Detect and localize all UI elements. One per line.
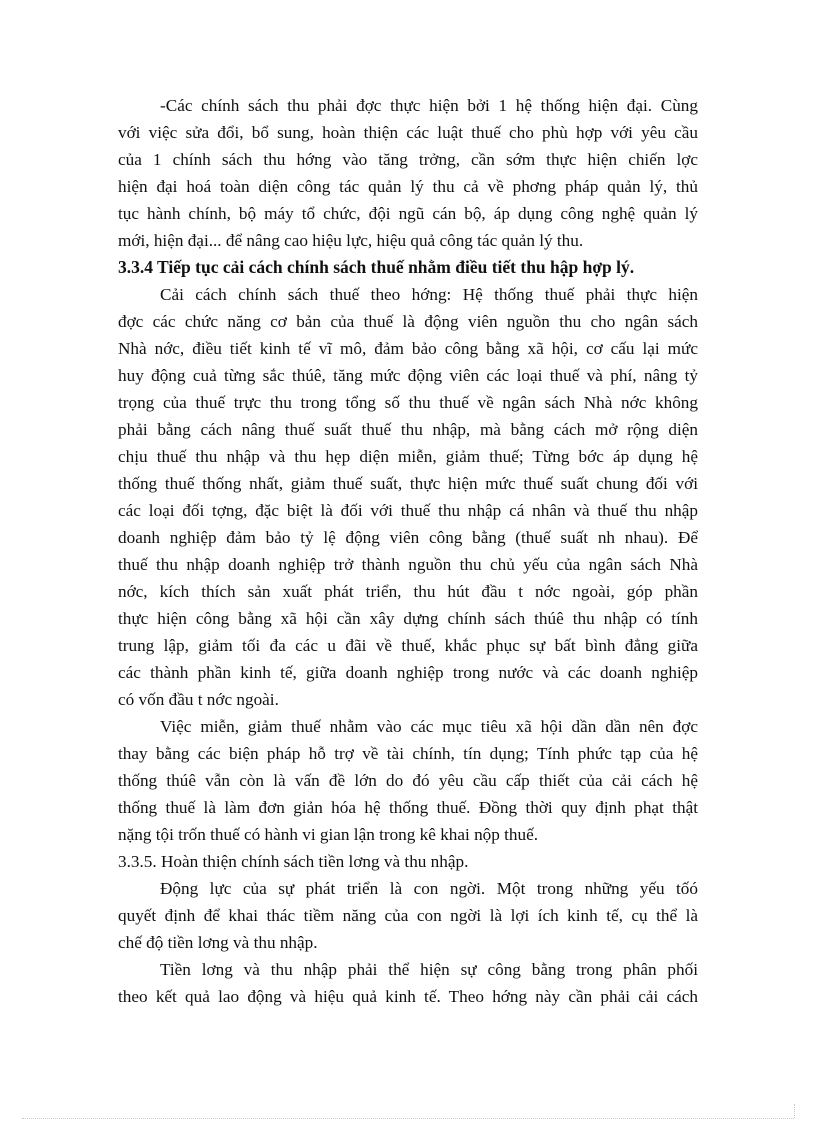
page-corner-mark — [794, 1104, 795, 1118]
paragraph-line: thay bằng các biện pháp hỗ trợ về tài chính, tín dụng; Tính phức tạp của hệ — [118, 744, 698, 763]
paragraph-line: nớc, kích thích sản xuất phát triển, thu hút đầu t nớc ngoài, góp phần — [118, 582, 698, 601]
document-body — [118, 92, 698, 1010]
paragraph-line: phải bằng cách nâng thuế suất thuế thu nhập, mà bằng cách mở rộng diện — [118, 420, 698, 439]
paragraph-line: các thành phần kinh tế, giữa doanh nghiệp trong nước và các doanh nghiệp — [118, 663, 698, 682]
paragraph-line: của 1 chính sách thu hớng vào tăng trởng, cần sớm thực hiện chiến lợc — [118, 150, 698, 169]
paragraph-line: chế độ tiền lơng và thu nhập. — [118, 933, 318, 952]
paragraph-line: có vốn đầu t nớc ngoài. — [118, 690, 279, 709]
paragraph-line: Tiền lơng và thu nhập phải thể hiện sự công bằng trong phân phối — [160, 960, 698, 979]
paragraph-line: Nhà nớc, điều tiết kinh tế vĩ mô, đảm bảo công bằng xã hội, cơ cấu lại mức — [118, 339, 698, 358]
paragraph-line: đợc các chức năng cơ bản của thuế là động viên nguồn thu cho ngân sách — [118, 312, 698, 331]
paragraph-line: quyết định để khai thác tiềm năng của con ngời là lợi ích kinh tế, cụ thể là — [118, 906, 698, 925]
section-heading: 3.3.4 Tiếp tục cải cách chính sách thuế nhằm điều tiết thu hập hợp lý. — [118, 257, 635, 277]
paragraph-line: thống thúê vẫn còn là vấn đề lớn do đó yêu cầu cấp thiết của cải cách hệ — [118, 771, 698, 790]
paragraph-line: thực hiện công bằng xã hội cần xây dựng chính sách thúê thu nhập có tính — [118, 609, 698, 628]
paragraph-line: 3.3.5. Hoàn thiện chính sách tiền lơng và thu nhập. — [118, 852, 469, 871]
paragraph-line: thống thuế thống nhất, giảm thuế suất, thực hiện mức thuế suất chung đối với — [118, 474, 698, 493]
paragraph-line: tục hành chính, bộ máy tổ chức, đội ngũ cán bộ, áp dụng công nghệ quản lý — [118, 204, 698, 223]
paragraph-line: mới, hiện đại... để nâng cao hiệu lực, hiệu quả công tác quản lý thu. — [118, 231, 584, 250]
paragraph-line: theo kết quả lao động và hiệu quả kinh tế. Theo hớng này cần phải cải cách — [118, 987, 698, 1006]
paragraph-line: thống thuế là làm đơn giản hóa hệ thống thuế. Đồng thời quy định phạt thật — [118, 798, 698, 817]
paragraph-line: Cải cách chính sách thuế theo hớng: Hệ thống thuế phải thực hiện — [160, 285, 698, 304]
paragraph-line: hiện đại hoá toàn diện công tác quản lý thu cả về phơng pháp quản lý, thủ — [118, 177, 698, 196]
paragraph-line: chịu thuế thu nhập và thu hẹp diện miễn, giảm thuế; Từng bớc áp dụng hệ — [118, 447, 698, 466]
paragraph-line: -Các chính sách thu phải đợc thực hiện bởi 1 hệ thống hiện đại. Cùng — [160, 96, 698, 115]
paragraph-line: nặng tội trốn thuế có hành vi gian lận trong kê khai nộp thuế. — [118, 825, 539, 844]
paragraph-line: Động lực của sự phát triển là con ngời. Một trong những yếu tốó — [160, 879, 698, 898]
page-bottom-border — [22, 1118, 794, 1119]
paragraph-line: trung lập, giảm tối đa các u đãi về thuế, khắc phục sự bất bình đẳng giữa — [118, 636, 698, 655]
paragraph-line: với việc sửa đổi, bổ sung, hoàn thiện các luật thuế cho phù hợp với yêu cầu — [118, 123, 698, 142]
paragraph-line: doanh nghiệp đảm bảo tỷ lệ động viên công bằng (thuế suất nh nhau). Để — [118, 528, 698, 547]
paragraph-line: trọng của thuế trực thu trong tổng số thu thuế về ngân sách Nhà nớc không — [118, 393, 698, 412]
paragraph-line: huy động cuả từng sắc thúê, tăng mức động viên các loại thuế và phí, nâng tỷ — [118, 366, 698, 385]
paragraph-line: các loại đối tợng, đặc biệt là đối với thuế thu nhập cá nhân và thuế thu nhập — [118, 501, 698, 520]
paragraph-line: thuế thu nhập doanh nghiệp trở thành nguồn thu chủ yếu của ngân sách Nhà — [118, 555, 698, 574]
paragraph-line: Việc miễn, giảm thuế nhằm vào các mục tiêu xã hội dần dần nên đợc — [160, 717, 698, 736]
